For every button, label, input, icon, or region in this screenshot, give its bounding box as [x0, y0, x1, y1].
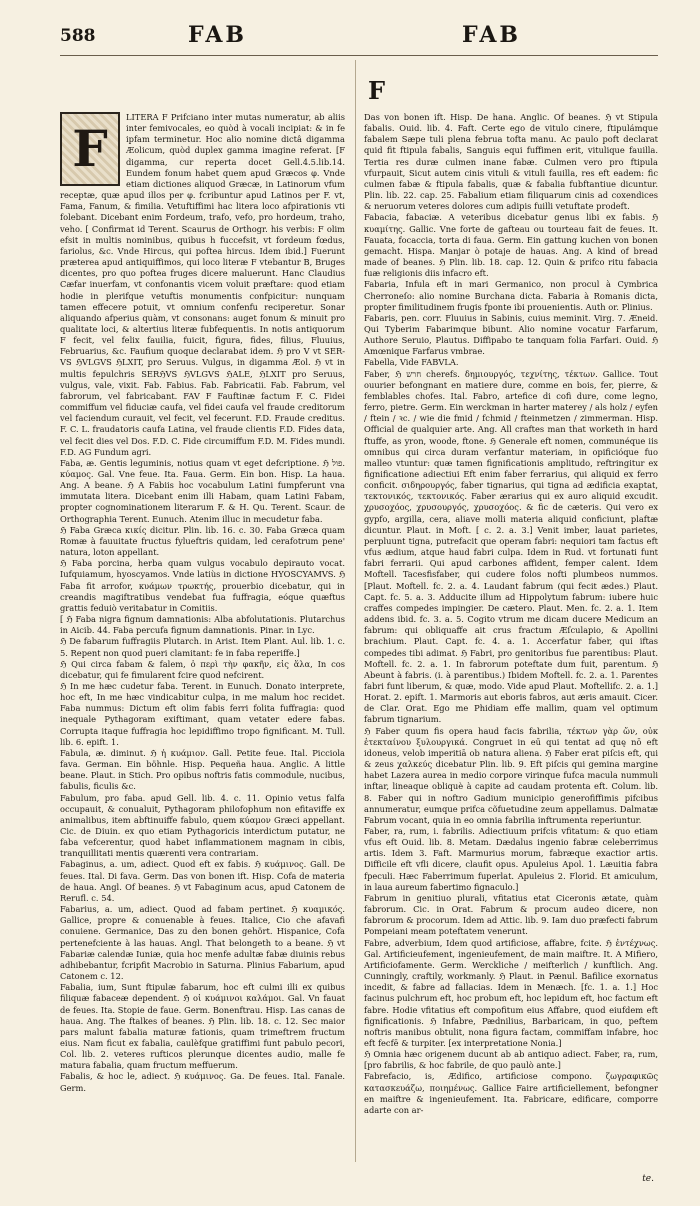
entry-paragraph: Fabaria, Infula eft in mari Germanico, non procul à Cymbrica Cherroneſo: alio nomine Burchana dicta. Fabaria à Romanis dicta, propter fimilitudinem frugis fponte ibi prouenientis. Auth or. Plinius. — [364, 279, 658, 312]
entry-paragraph: ℌ Qui circa fabam & falem, ὁ περὶ τὴν φακῆν, εἰς ἅλα, In cos dicebatur, qui fe fimularent fcire quod nefcirent. — [60, 658, 345, 680]
running-head-right: FAB — [462, 22, 521, 48]
entry-paragraph: Faber, ra, rum, i. fabrilis. Adiectiuum prifcis vfitatum: & quo etiam vfus eft Ouid. lib. 8. Metam. Dædalus ingenio fabræ celeberrimus artis. Idem 3. Faft. Marmurius morum, fabræque exactior artis. Difficile eft vfli dicere, claufit opus. Apuleius Apol. 1. Læuitia fabra fpeculi. Hæc Faberrimum fuperlat. Apuleius 2. Florid. Et amiculum, in laua aureum fabertimo fignaculo.] — [364, 826, 658, 892]
entry-paragraph: ℌ De fabarum fuffragiis Plutarch. in Arist. Item Plant. Aul. lib. 1. c. 5. Repent non quod pueri clamitant: fe in faba reperiffe.] — [60, 636, 345, 658]
left-column — [60, 112, 345, 1094]
entry-paragraph: Fabalia, ium, Sunt ftipulæ fabarum, hoc eft culmi illi ex quibus filiquæ fabaceæ dependent. ℌ οἱ κυάμινοι καλάμοι. Gal. Vn fauat de feues. Ita. Stopie de faue. Germ. Bonenftrau. Hisp. Las canas de haua. Ang. The ftalkes of beanes. ℌ Plin. lib. 18. c. 12. Sec maior pars malunt fabalia maturæ fationis, quam trimeftrem fructum eius. Nam ficut ex fabalia, caulèfque gratiffimi funt pabulo pecori, Col. lib. 2. veteres rufticos plerunque dicentes audio, malle fe matura fabalia, quam fructum meffuerum. — [60, 982, 345, 1071]
entry-paragraph: Fabella, Vide FABVLA. — [364, 357, 459, 368]
page-number: 588 — [60, 26, 96, 46]
entry-paragraph: Fabula, æ. diminut. ℌ ἡ κυάμιον. Gall. Petite feue. Ital. Picciola fava. German. Ein böhnle. Hisp. Pequeña haua. Anglic. A little beane. Plaut. in Stich. Pro opibus noftris fatis commodule, nucibus, fabulis, ficulis &c. — [60, 747, 345, 792]
right-column — [364, 112, 658, 1116]
column-divider — [355, 60, 356, 1162]
entry-paragraph: ℌ Faba Græca κικίς dicitur. Plin. lib. 16. c. 30. Faba Græca quam Romæ à fauuitate fructus fylueftris quidam, led cerafotrum pene' natura, loton appellant. — [60, 524, 345, 558]
entry-paragraph: LITERA F Prifciano inter mutas numeratur, ab aliis inter femivocales, eo quòd à vocali incipiat: & in fe ipfam terminetur. Hoc alio nomine dictâ digamma Æolicum, quòd duplex gamma imagine referat. [F digamma, cur reperta docet Gell.4.5.lib.14. Eundem fonum habet quem apud Græcos φ. Vnde etiam dictiones aliquod Græcæ, in Latinorum vfum receptæ, quæ apud illos per φ. fcribuntur apud Latinos per F. vt, Fama, Fanum, & fimilia. Vetuftiffimi hac litera loco afpirationis vti folebant. Dicebant enim Fordeum, trafo, vefo, pro hordeum, traho, veho. [ Confirmat id Terent. Scaurus de Orthogr. his verbis: F olim efsit in multis nominibus, quibus h fuccefsit, vt fordeum fœdus, fariolus, &c. Vnde Hircus, qui poftea hircus. Idem ibid.] Fuerunt præterea apud antiquiffimos, qui loco literæ F vtebantur B, Bruges dicentes, pro quo poftea fruges dicere maluerunt. Hanc Claudius Cæfar inuerfam, vt confonantis vicem voluit præftare: quod etiam hodie in plerifque vetuftis monumentis confpicitur: nunquam tamen effecere potuit, vt omnium confenfu reciperetur. Sonar aliquando afperius quàm, vt consonans: auget fonum & minuit pro qualitate loci, & altertius literæ fubfequentis. In notis antiquorum F fecit, vel felix fauilia, fuicit, figura, fides, filius, Fluuius, Februarius, &c. Faufium quoque declarabat idem. ℌ pro V vt SER-VS ℌVLGVS ℌLXIT, pro Seruus. Vulgus, in digamma Æol. ℌ vt in multis fepulchris SERℌVS ℌVLGVS ℌALE, ℌLXIT pro Seruus, vulgus, vale, vixit. Fab. Fabius. Fab. Fabricatii. Fab. Fabrum, vel fabrorum, vel fabricabant. FAV F Fauftinæ factum F. C. Fidei commiffum vel fiduciæ caufa, vel fidei caufa vel fraude creditorum vel faciendum curauit, vel fecit, vel fecerunt. F.D. Fraude creditus. F. C. L. fraudatoris caufa Latina, vel fraude clientis F.D. Fides data, vel fecit dies vel Dos. F.D. C. Fide circumiffum F.D. M. Fides mundi. F.D. AG Fundum agri. — [60, 112, 345, 457]
entry-paragraph: Das von bonen ift. Hisp. De hana. Anglic. Of beanes. ℌ vt Stipula fabalis. Ouid. lib. 4. Faft. Certe ego de vitulo cinere, ftipulámque fabalem Sæpe tuli plena februa tofta manu. Ac paulo poft declarat quid fit ftipula fabalis, Sanguis equi fuffimen erit, vitulique fauilla. Tertia res duræ culmen inane fabæ. Culmen vero pro ftipula vfurpauit, Sicut autem cinis vituli & vituli fauilla, res eft eadem: fic culmen fabæ & ftipula fabalis, quæ & fabalia fubftantiue dicuntur. Plin. lib. 22. cap. 25. Fabalium etiam filiquarum cinis ad coxendices & neruorum veteres dolores cum adipis fuilli vetuftate prodeft. — [364, 112, 658, 212]
entry-paragraph: Fabaginus, a. um, adiect. Quod eft ex fabis. ℌ κυάμινος. Gall. De feues. Ital. Di fava. Germ. Das von bonen ift. Hisp. Cofa de materia de haua. Angl. Of beanes. ℌ vt Fabaginum acus, apud Catonem de Rerufl. c. 54. — [60, 859, 345, 903]
entry-paragraph: Fabaris, pen. corr. Fluuius in Sabinis, cuius meminit. Virg. 7. Æneid. Qui Tyberim Fabarimque bibunt. Alio nomine vocatur Farfarum, Authore Seruio, Plautus. Diffipabo te tanquam folia Farfari. Ouid. ℌ Amœnique Farfarus vmbrae. — [364, 312, 658, 357]
entry-paragraph: Fabrum in genitiuo plurali, vfitatius etat Ciceronis ætate, quàm fabrorum. Cic. in Orat. Fabrum & procum audeo dicere, non fabrorum & procorum. Idem ad Attic. lib. 9. Iam duo præfecti fabrum Pompeiani meam poteftatem venerunt. — [364, 892, 658, 937]
catchword: te. — [642, 1174, 654, 1184]
entry-paragraph: ℌ Faber quum fis opera haud facis fabrilia, τέκτων γὰρ ὤν, οὐκ ἐτεκταίνου ξυλουργικά. Congruet in eū qui tentat ad quę nō eft idoneus, velob imperitiā ob natura aliena. ℌ Faber erat piſcis eft, qui & zeus χαλκεύς dicebatur Plin. lib. 9. Eft piſcis qui gemina margine habet Lazera aurea in medio corpore virinque fufca macula nummuli inftar, lineaque obliquè à capite ad caudam protenta eft. Colum. lib. 8. Faber qui in noftro Gadium municipio generofiffimis pifcibus annumeratur, eumque prifca cõfuetudine zeum appellamus. Dalmatæ Fabrum vocant, quia in eo omnia fabrilia inftrumenta reperiuntur. — [364, 725, 658, 825]
section-letter: F — [368, 76, 386, 105]
entry-paragraph: Faba, æ. Gentis leguminis, notius quam vt eget defcriptione. ℌ פול. κύαμος. Gal. Vne feue. Ita. Faua. Germ. Ein bon. Hisp. La haua. Ang. A beane. ℌ A Fabiis hoc vocabulum Latini fumpferunt vna immutata litera. Dicebant enim illi Habam, quam Latini Fabam, propter cognominationem literarum F. & H. Qu. Terent. Scaur. de Orthographia Terent. Eunuch. Atenim illuc in mecudetur faba. — [60, 457, 345, 524]
entry-paragraph: Fabarius, a. um, adiect. Quod ad fabam pertinet. ℌ κυαμικός. Gallice, propre & conuenable à feues. Italice, Cio che afavafi conuiene. Germanice, Das zu den bonen gehört. Hispanice, Cofa pertenefciente à las hauas. Angl. That belongeth to a beane. ℌ vt Fabariæ calendæ Iuniæ, quia hoc menfe adultæ fabæ diuinis rebus adhibebantur, fcripfit Macrobio in Saturna. Plinius Fabarium, apud Catonem c. 12. — [60, 904, 345, 982]
entry-paragraph: ℌ Omnia hæc origenem ducunt ab ab antiquo adiect. Faber, ra, rum, [pro fabrilis, & hoc fabrile, de quo paulò ante.] — [364, 1049, 658, 1071]
entry-paragraph: Fabulum, pro faba. apud Gell. lib. 4. c. 11. Opinio vetus falfa occupauit, & conualuit, Pythagoram philofophum non efitaviffe ex animalibus, item abftinuiffe fabulo, quem κύαμον Græci appellant. Cic. de Diuin. ex quo etiam Pythagoricis interdictum putatur, ne faba vefcerentur, quod habet inflammationem magnam in cibis, tranquillitati mentis quærenti vera contrariam. — [60, 792, 345, 859]
entry-paragraph: Fabre, adverbium, Idem quod artificiose, affabre, fcite. ℌ ἐντέχνως. Gal. Artificieufement, ingenieufement, de main maiftre. It. A Mifiero, Artificiofamente. Germ. Werckliche / meifterlich / kunftlich. Ang. Cunningly, craftily, workmanly. ℌ Plaut. in Pænul. Bafilice exornatus incedit, & fabre ad fallacias. Idem in Menæch. [fc. 1. a. 1.] Hoc facinus pulchrum eft, hoc probum eft, hoc lepidum eft, hoc factum eft fabre. Hodie vfitatius eft compofitum eius Affabre, quod eiufdem eft fignificationis. ℌ Infabre, Pædnilius, Barbaricam, in quo, peftem noftris manibus obtulit, nona figura factam, commiffam infabre, hoc eft fecfē & turpiter. [ex interpretatione Nonia.] — [364, 937, 658, 1048]
drop-cap-letter: F — [72, 119, 108, 178]
entry-paragraph: [ ℌ Faba nigra fignum damnationis: Alba abfolutationis. Plutarchus in Aicib. 44. Faba percufa fignum damnationis. Pinar. in Lyc. — [60, 614, 345, 636]
entry-paragraph: ℌ In me hæc cudetur faba. Terent. in Eunuch. Donato interprete, hoc eft, In me hæc vindicabitur culpa, in me malum hoc recidet. Faba nummus: Dictum eft olim fabis ferri folita fuffragia: quod inequale Pythagoram exiftimant, quam vetater edere fabas. Corrupta itaque fuffragia hoc lepidiffimo tropo fignificant. M. Tull. lib. 6. epift. 1. — [60, 680, 345, 747]
entry-paragraph: Faber, ℌ חרש cherefs. δημιουργός, τεχνίτης, τέκτων. Gallice. Tout ouurier befongnant en matiere dure, comme en bois, fer, pierre, & femblables chofes. Ital. Fabro, artefice di cofi dure, come legno, ferro, pietre. Germ. Ein werckman in harter materey / als holz / eyfen / ftein / ꝛc. / wie die fmid / fchmid / fteinmetzen / zimmerman. Hisp. Official de qualquier arte. Ang. All craftes man that worketh in hard ftuffe, as yron, woode, ftone. ℌ Generale eft nomen, communéque iis omnibus qui circa duram verfantur materiam, in opificióque fuo malleo vtuntur: quæ tamen fignificationis amplitudo, reftringitur ex fignificatione adiectiui Eft enim faber ferrarius, qui aliquid ex ferro conficit. σιδηρουργός, faber tignarius, qui tigna ad ædificia exaptat, τεκτονικός, τεκτονικός. Faber ærarius qui ex auro aliquid excudit. χρυσοχόος, χρυσουργός, χρυσοχόος. & fic de cæteris. Qui vero ex gypfo, argilla, cera, aliave molli materia aliquid conficiunt, plaftæ dicuntur. Plaut. in Moft. [ c. 2. a. 3.] Venit imber, lauat parietes, perpluunt tigna, putrefacit que operam fabri: nequiori tam factus eft vfus ædium, atque haud fabri culpa. Idem in Rud. vt fortunati funt fabri ferrarii. Qui apud carbones affident, femper calent. Idem Moftell. Tacesfisfaber, qui cudere folos nofti plumbeos nummos. [Plaut. Moftell. fc. 2. a. 4. Laudant fabrum (qui fecit ædes.) Plaut. Capt. fc. 5. a. 3. Adducite illum ad Hippolytum fabrum: iubere huic craffes compedes impingier. De cætero. Plaut. Men. fc. 2. a. 1. Item addens ibid. fc. 3. a. 5. Cogito vtrum me dicam ducere Medicum an fabrum: qui obliquaffe ait crus fractum Æſculapio, & Apollini brachium. Plaut. Capt. fc. 4. a. 1. Accerfatur faber, qui iftas compedes tibi adimat. ℌ Fabri, pro genitoribus fue parentibus: Plaut. Moftell. fc. 2. a. 1. In fabrorum poteftate dum fuit, parentum. ℌ Abeunt à fabris. (i. à parentibus.) Ibidem Moftell. fc. 2. a. 1. Parentes fabri funt liberum, & quæ, modo. Vide apud Plaut. Moftellifc. 2. a. 1.] Horat. 2. epift. 1. Marmoris aut eboris fabros, aut æris amauit. Cicer. de Clar. Orat. Ego me Phidiam effe mallim, quam vel optimum fabrum tignarium. — [364, 368, 658, 725]
ornamental-initial — [60, 112, 120, 186]
entry-paragraph: Fabrefacio, is, Ædifico, artificiose compono. ζωγραφικῶς κατασκευάζω, ποιημένως. Gallice Faire artificiellement, befongner en maiftre & ingenieufement. Ita. Fabricare, edificare, comporre adarte con ar- — [364, 1071, 658, 1115]
running-head-left: FAB — [188, 22, 247, 48]
entry-paragraph: ℌ Faba porcina, herba quam vulgus vocabulo depirauto vocat. Iufquiamum, hyoscyamos. Vnde latiùs in dictione HYOSCYAMVS. ℌ Faba fit arrofor, κυάμων τρωκτής, prouerbio dicebatur, qui in creandis magiftratibus vendebat fua fuffragia, eóque quæftus grattis feduiò veritabatur in Comitiis. — [60, 558, 345, 613]
entry-paragraph: Fabacia, fabaciæ. A veteribus dicebatur genus libi ex fabis. ℌ κυαμίτης. Gallic. Vne forte de gafteau ou tourteau fait de feues. It. Fauata, focaccia, torta di faua. Germ. Ein gattung kuchen von bonen gemacht. Hispa. Manjar ò potaje de hauas. Ang. A kind of bread made of beanes. ℌ Plin. lib. 18. cap. 12. Quin & prifco ritu fabacia fuæ religionis diis infacro eft. — [364, 212, 658, 279]
header-rule — [60, 55, 658, 56]
entry-paragraph: Fabalis, & hoc le, adiect. ℌ κυάμινος. Ga. De feues. Ital. Fanale. Germ. — [60, 1071, 345, 1093]
